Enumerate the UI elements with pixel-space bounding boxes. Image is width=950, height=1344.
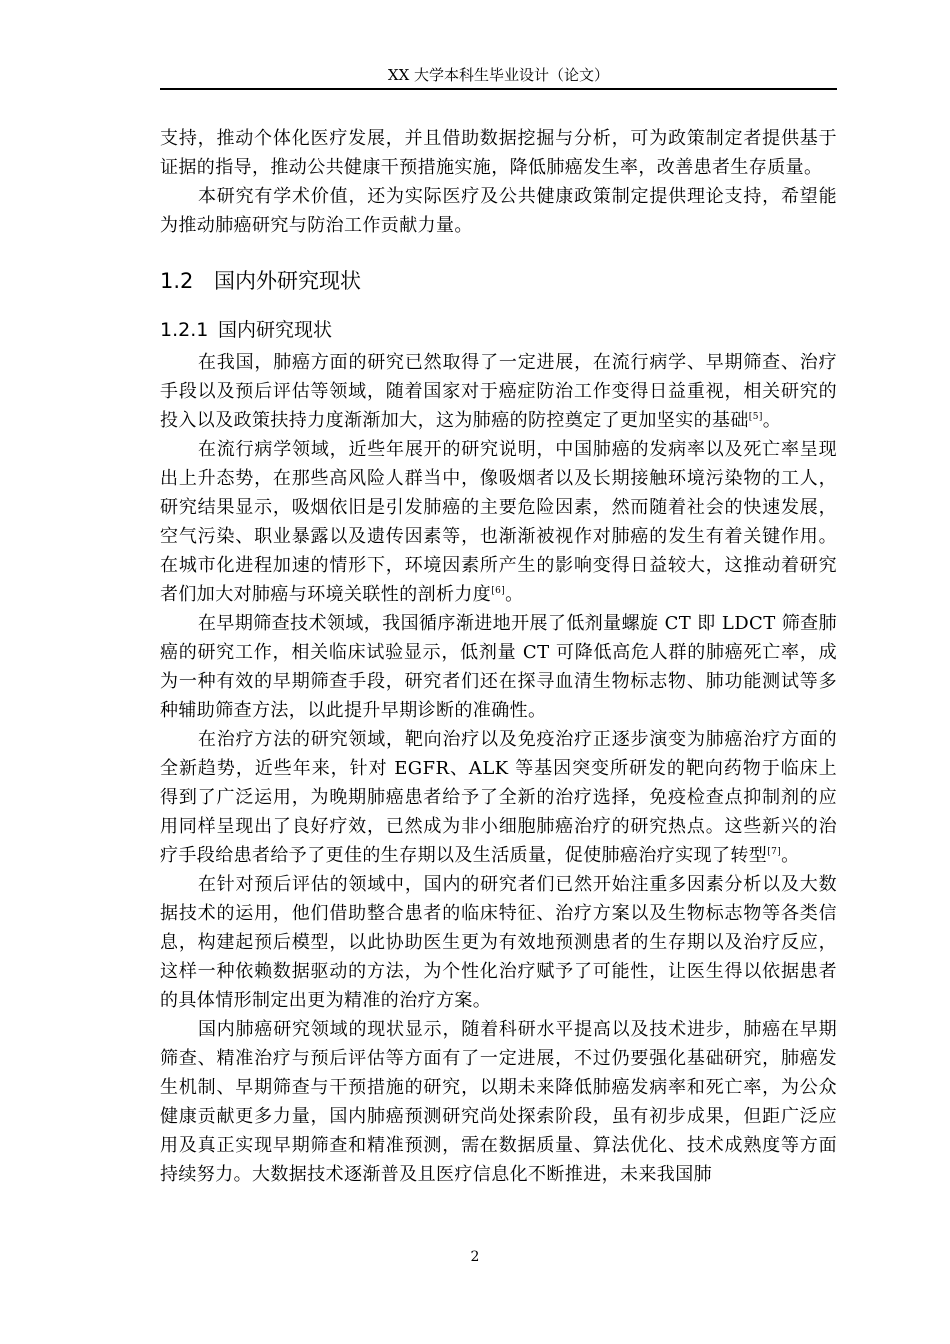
- body-paragraph: 本研究有学术价值，还为实际医疗及公共健康政策制定提供理论支持，希望能为推动肺癌研究与防治工作贡献力量。: [160, 186, 837, 236]
- subsection-title: 国内研究现状: [218, 319, 333, 341]
- section-number: 1.2: [160, 269, 194, 293]
- body-paragraph: 在我国，肺癌方面的研究已然取得了一定进展，在流行病学、早期筛查、治疗手段以及预后评估等领域，随着国家对于癌症防治工作变得日益重视，相关研究的投入以及政策扶持力度渐渐加大，这为肺癌的防控奠定了更加坚实的基础[5]。: [160, 352, 837, 431]
- body-paragraph: 在治疗方法的研究领域，靶向治疗以及免疫治疗正逐步演变为肺癌治疗方面的全新趋势，近些年来，针对 EGFR、ALK 等基因突变所研发的靶向药物于临床上得到了广泛运用，为晚期肺癌患者给予了全新的治疗选择，免疫检查点抑制剂的应用同样呈现出了良好疗效，已然成为非小细胞肺癌治疗的研究热点。这些新兴的治疗手段给患者给予了更佳的生存期以及生活质量，促使肺癌治疗实现了转型[7]。: [160, 729, 837, 866]
- section-title: 国内外研究现状: [214, 269, 361, 293]
- page-body: [160, 124, 837, 1189]
- citation-ref: [5]: [748, 412, 763, 422]
- header-title: XX 大学本科生毕业设计（论文）: [387, 66, 610, 84]
- citation-ref: [7]: [767, 847, 782, 857]
- body-paragraph: 在流行病学领域，近些年展开的研究说明，中国肺癌的发病率以及死亡率呈现出上升态势，在那些高风险人群当中，像吸烟者以及长期接触环境污染物的工人，研究结果显示，吸烟依旧是引发肺癌的主要危险因素，然而随着社会的快速发展，空气污染、职业暴露以及遗传因素等，也渐渐被视作对肺癌的发生有着关键作用。在城市化进程加速的情形下，环境因素所产生的影响变得日益较大，这推动着研究者们加大对肺癌与环境关联性的剖析力度[6]。: [160, 439, 837, 605]
- body-paragraph: 国内肺癌研究领域的现状显示，随着科研水平提高以及技术进步，肺癌在早期筛查、精准治疗与预后评估等方面有了一定进展，不过仍要强化基础研究，肺癌发生机制、早期筛查与干预措施的研究，以期未来降低肺癌发病率和死亡率，为公众健康贡献更多力量，国内肺癌预测研究尚处探索阶段，虽有初步成果，但距广泛应用及真正实现早期筛查和精准预测，需在数据质量、算法优化、技术成熟度等方面持续努力。大数据技术逐渐普及且医疗信息化不断推进，未来我国肺: [160, 1019, 837, 1185]
- subsection-heading: [160, 316, 837, 344]
- body-paragraph: 在针对预后评估的领域中，国内的研究者们已然开始注重多因素分析以及大数据技术的运用，他们借助整合患者的临床特征、治疗方案以及生物标志物等各类信息，构建起预后模型，以此协助医生更为有效地预测患者的生存期以及治疗反应，这样一种依赖数据驱动的方法，为个性化治疗赋予了可能性，让医生得以依据患者的具体情形制定出更为精准的治疗方案。: [160, 874, 837, 1011]
- body-paragraph: 支持，推动个体化医疗发展，并且借助数据挖掘与分析，可为政策制定者提供基于证据的指导，推动公共健康干预措施实施，降低肺癌发生率，改善患者生存质量。: [160, 128, 837, 178]
- section-heading: [160, 266, 837, 296]
- body-paragraph: 在早期筛查技术领域，我国循序渐进地开展了低剂量螺旋 CT 即 LDCT 筛查肺癌的研究工作，相关临床试验显示，低剂量 CT 可降低高危人群的肺癌死亡率，成为一种有效的早期筛查手段，研究者们还在探寻血清生物标志物、肺功能测试等多种辅助筛查方法，以此提升早期诊断的准确性。: [160, 613, 837, 721]
- subsection-number: 1.2.1: [160, 319, 209, 341]
- page-header: [160, 62, 837, 90]
- citation-ref: [6]: [491, 586, 506, 596]
- page-number: 2: [470, 1249, 480, 1265]
